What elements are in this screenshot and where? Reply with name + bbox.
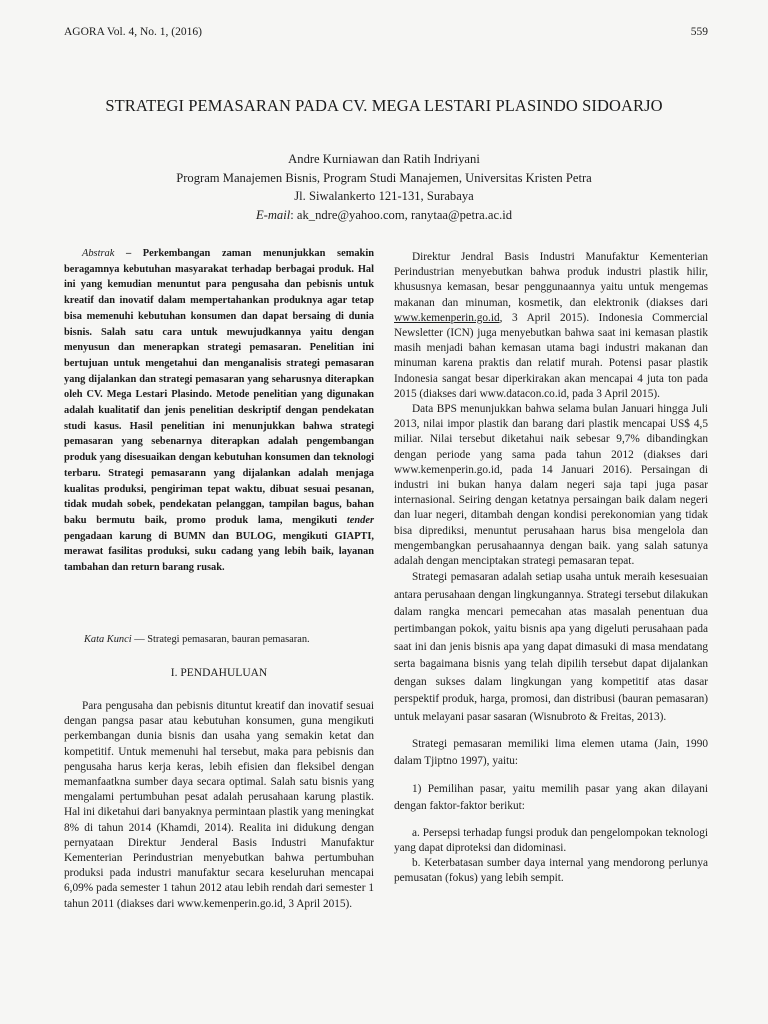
section-heading: I. PENDAHULUAN <box>170 667 268 679</box>
email-label: E-mail <box>255 207 291 222</box>
right-paragraph-4: Strategi pemasaran memiliki lima elemen utama (Jain, 1990 dalam Tjiptno 1997), yaitu: <box>394 737 708 768</box>
keywords-label: Kata Kunci <box>84 634 132 645</box>
right-p1-text-b: , 3 April 2015). Indonesia Commercial Newsletter (ICN) juga menyebutkan bahwa saat ini kemasan plastik masih menjadi bahan kemasan utama bagi industri makanan dan minuman karena praktis dan relatif murah. Potensi pasar plastik Indonesia sangat besar diperkirakan akan mencapai 4 juta ton pada 2015 (diakses dari www.datacon.co.id, pada 3 April 2015). <box>394 311 708 400</box>
right-paragraph-5: 1) Pemilihan pasar, yaitu memilih pasar yang akan dilayani dengan faktor-faktor berikut: <box>394 782 708 813</box>
author-affiliation: Program Manajemen Bisnis, Program Studi Manajemen, Universitas Kristen Petra <box>176 170 592 185</box>
journal-running-head: AGORA Vol. 4, No. 1, (2016) <box>64 26 202 38</box>
page-number: 559 <box>690 26 708 38</box>
right-column-body <box>394 250 708 886</box>
author-address: Jl. Siwalankerto 121-131, Surabaya <box>294 189 474 203</box>
abstract-text-a: – Perkembangan zaman menunjukkan semakin beragamnya kebutuhan masyarakat terhadap berbagai produk. Hal ini yang kemudian menuntut para pengusaha dan pebisnis untuk kreatif dan inovatif dalam mempertahankan produknya agar tetap bisa memenuhi kebutuhan konsumen dan dapat bersaing di dunia bisnis. Salah satu cara untuk mewujudkannya yaitu dengan menyusun dan menerapkan strategi pemasaran. Penelitian ini bertujuan untuk mengetahui dan menganalisis strategi pemasaran yang dijalankan dan strategi pemasaran yang seharusnya diterapkan oleh CV. Mega Lestari Plasindo. Metode penelitian yang digunakan adalah kualitatif dan jenis penelitian deskriptif dengan pendekatan studi kasus. Hasil penelitian ini menunjukkan bahwa strategi pemasaran yang sebenarnya diterapkan adalah pengembangan produk yang disesuaikan dengan kebutuhan konsumen dan teknologi terbaru. Strategi pemasarann yang dijalankan adalah menjaga kualitas produksi, pengiriman tepat waktu, dibuat sesuai pesanan, tidak mudah sobek, pendekatan pelanggan, tampilan bagus, bahan baku bermutu baik, promo produk lama, mengikuti <box>64 248 374 526</box>
right-paragraph-6: a. Persepsi terhadap fungsi produk dan pengelompokan teknologi yang dapat diproteksi dan didominasi. <box>394 826 708 854</box>
author-names: Andre Kurniawan dan Ratih Indriyani <box>288 152 480 166</box>
author-email <box>0 206 768 225</box>
abstract-label: Abstrak <box>82 248 115 259</box>
keywords <box>64 634 374 645</box>
right-paragraph-7: b. Keterbatasan sumber daya internal yang mendorong perlunya pemusatan (fokus) yang lebih sempit. <box>394 856 708 885</box>
keywords-text: — Strategi pemasaran, bauran pemasaran. <box>131 634 310 645</box>
abstract-text-b: pengadaan karung di BUMN dan BULOG, mengikuti GIAPTI, merawat fasilitas produksi, suku cadang yang lebih baik, layanan tambahan dan return barang rusak. <box>64 530 374 574</box>
paper-title: STRATEGI PEMASARAN PADA CV. MEGA LESTARI PLASINDO SIDOARJO <box>105 96 663 115</box>
right-paragraph-2: Data BPS menunjukkan bahwa selama bulan Januari hingga Juli 2013, nilai impor plastik dan barang dari plastik mencapai US$ 4,5 miliar. Nilai tersebut diketahui naik sebesar 9,7% dibandingkan dengan periode yang sama pada tahun 2012 (diakses dari www.kemenperin.go.id, pada 14 Januari 2016). Persaingan di industri ini bukan hanya dalam negeri saja tapi juga pasar internasional. Seiring dengan ketatnya persaingan baik dalam negeri dan luar negeri, ditambah dengan kondisi perekonomian yang tidak bisa diprediksi, menuntut perusahaan harus bisa mengelola dan mengembangkan perusahaannya dengan baik. yang salah satunya adalah dengan menciptakan strategi pemasaran tepat. <box>394 403 708 568</box>
author-block <box>0 150 768 224</box>
abstract-tender-word: tender <box>346 514 374 526</box>
left-column-body <box>64 699 374 912</box>
email-addresses: : ak_ndre@yahoo.com, ranytaa@petra.ac.id <box>290 207 513 222</box>
right-p1-text-a: Direktur Jendral Basis Industri Manufaktur Kementerian Perindustrian menyebutkan bahwa produk industri plastik hilir, khususnya kemasan, besar penggunaannya yaitu untuk mengemas makanan dan minuman, kosmetik, dan elektronik (diakses dari <box>394 251 708 309</box>
right-paragraph-3: Strategi pemasaran adalah setiap usaha untuk meraih kesesuaian antara perusahaan dengan lingkungannya. Strategi tersebut dilakukan dalam rangka mencari pemecahan atas masalah penentuan dua pertimbangan pokok, yaitu bisnis apa yang digeluti perusahaan pada saat ini dan jenis bisnis apa yang dapat dimasuki di masa mendatang serta bagaimana bisnis yang telah dipilih tersebut dapat dijalankan dengan sukses dalam lingkungan yang kompetitif atas dasar perspektif produk, harga, promosi, dan distribusi (bauran pemasaran) untuk melayani pasar sasaran (Wisnubroto & Freitas, 2013). <box>394 571 708 723</box>
right-paragraph-1 <box>394 250 708 402</box>
kemenperin-link[interactable]: www.kemenperin.go.id <box>394 311 500 324</box>
intro-paragraph: Para pengusaha dan pebisnis dituntut kreatif dan inovatif sesuai dengan pangsa pasar atau kebutuhan konsumen, guna mengikuti perkembangan dunia bisnis dan usaha yang semakin ketat dan kompetitif. Untuk memenuhi hal tersebut, maka para pebisnis dan pengusaha harus kerja keras, lebih efisien dan fleksibel dengan memanfaatkna sumber daya secara optimal. Salah satu bisnis yang mengalami pertumbuhan pesat adalah perusahaan karung plastik. Hal ini diketahui dari banyaknya permintaan plastik yang meningkat 8% di tahun 2014 (Khamdi, 2014). Realita ini didukung dengan pernyataan Direktur Jenderal Basis Industri Manufaktur Kementerian Perindustrian menyebutkan bahwa pertumbuhan produksi pada industri manufaktur secara keseluruhan mencapai 6,09% pada semester 1 tahun 2012 atau lebih rendah dari semester 1 tahun 2011 (diakses dari www.kemenperin.go.id, 3 April 2015). <box>64 700 374 910</box>
abstract <box>64 246 374 576</box>
